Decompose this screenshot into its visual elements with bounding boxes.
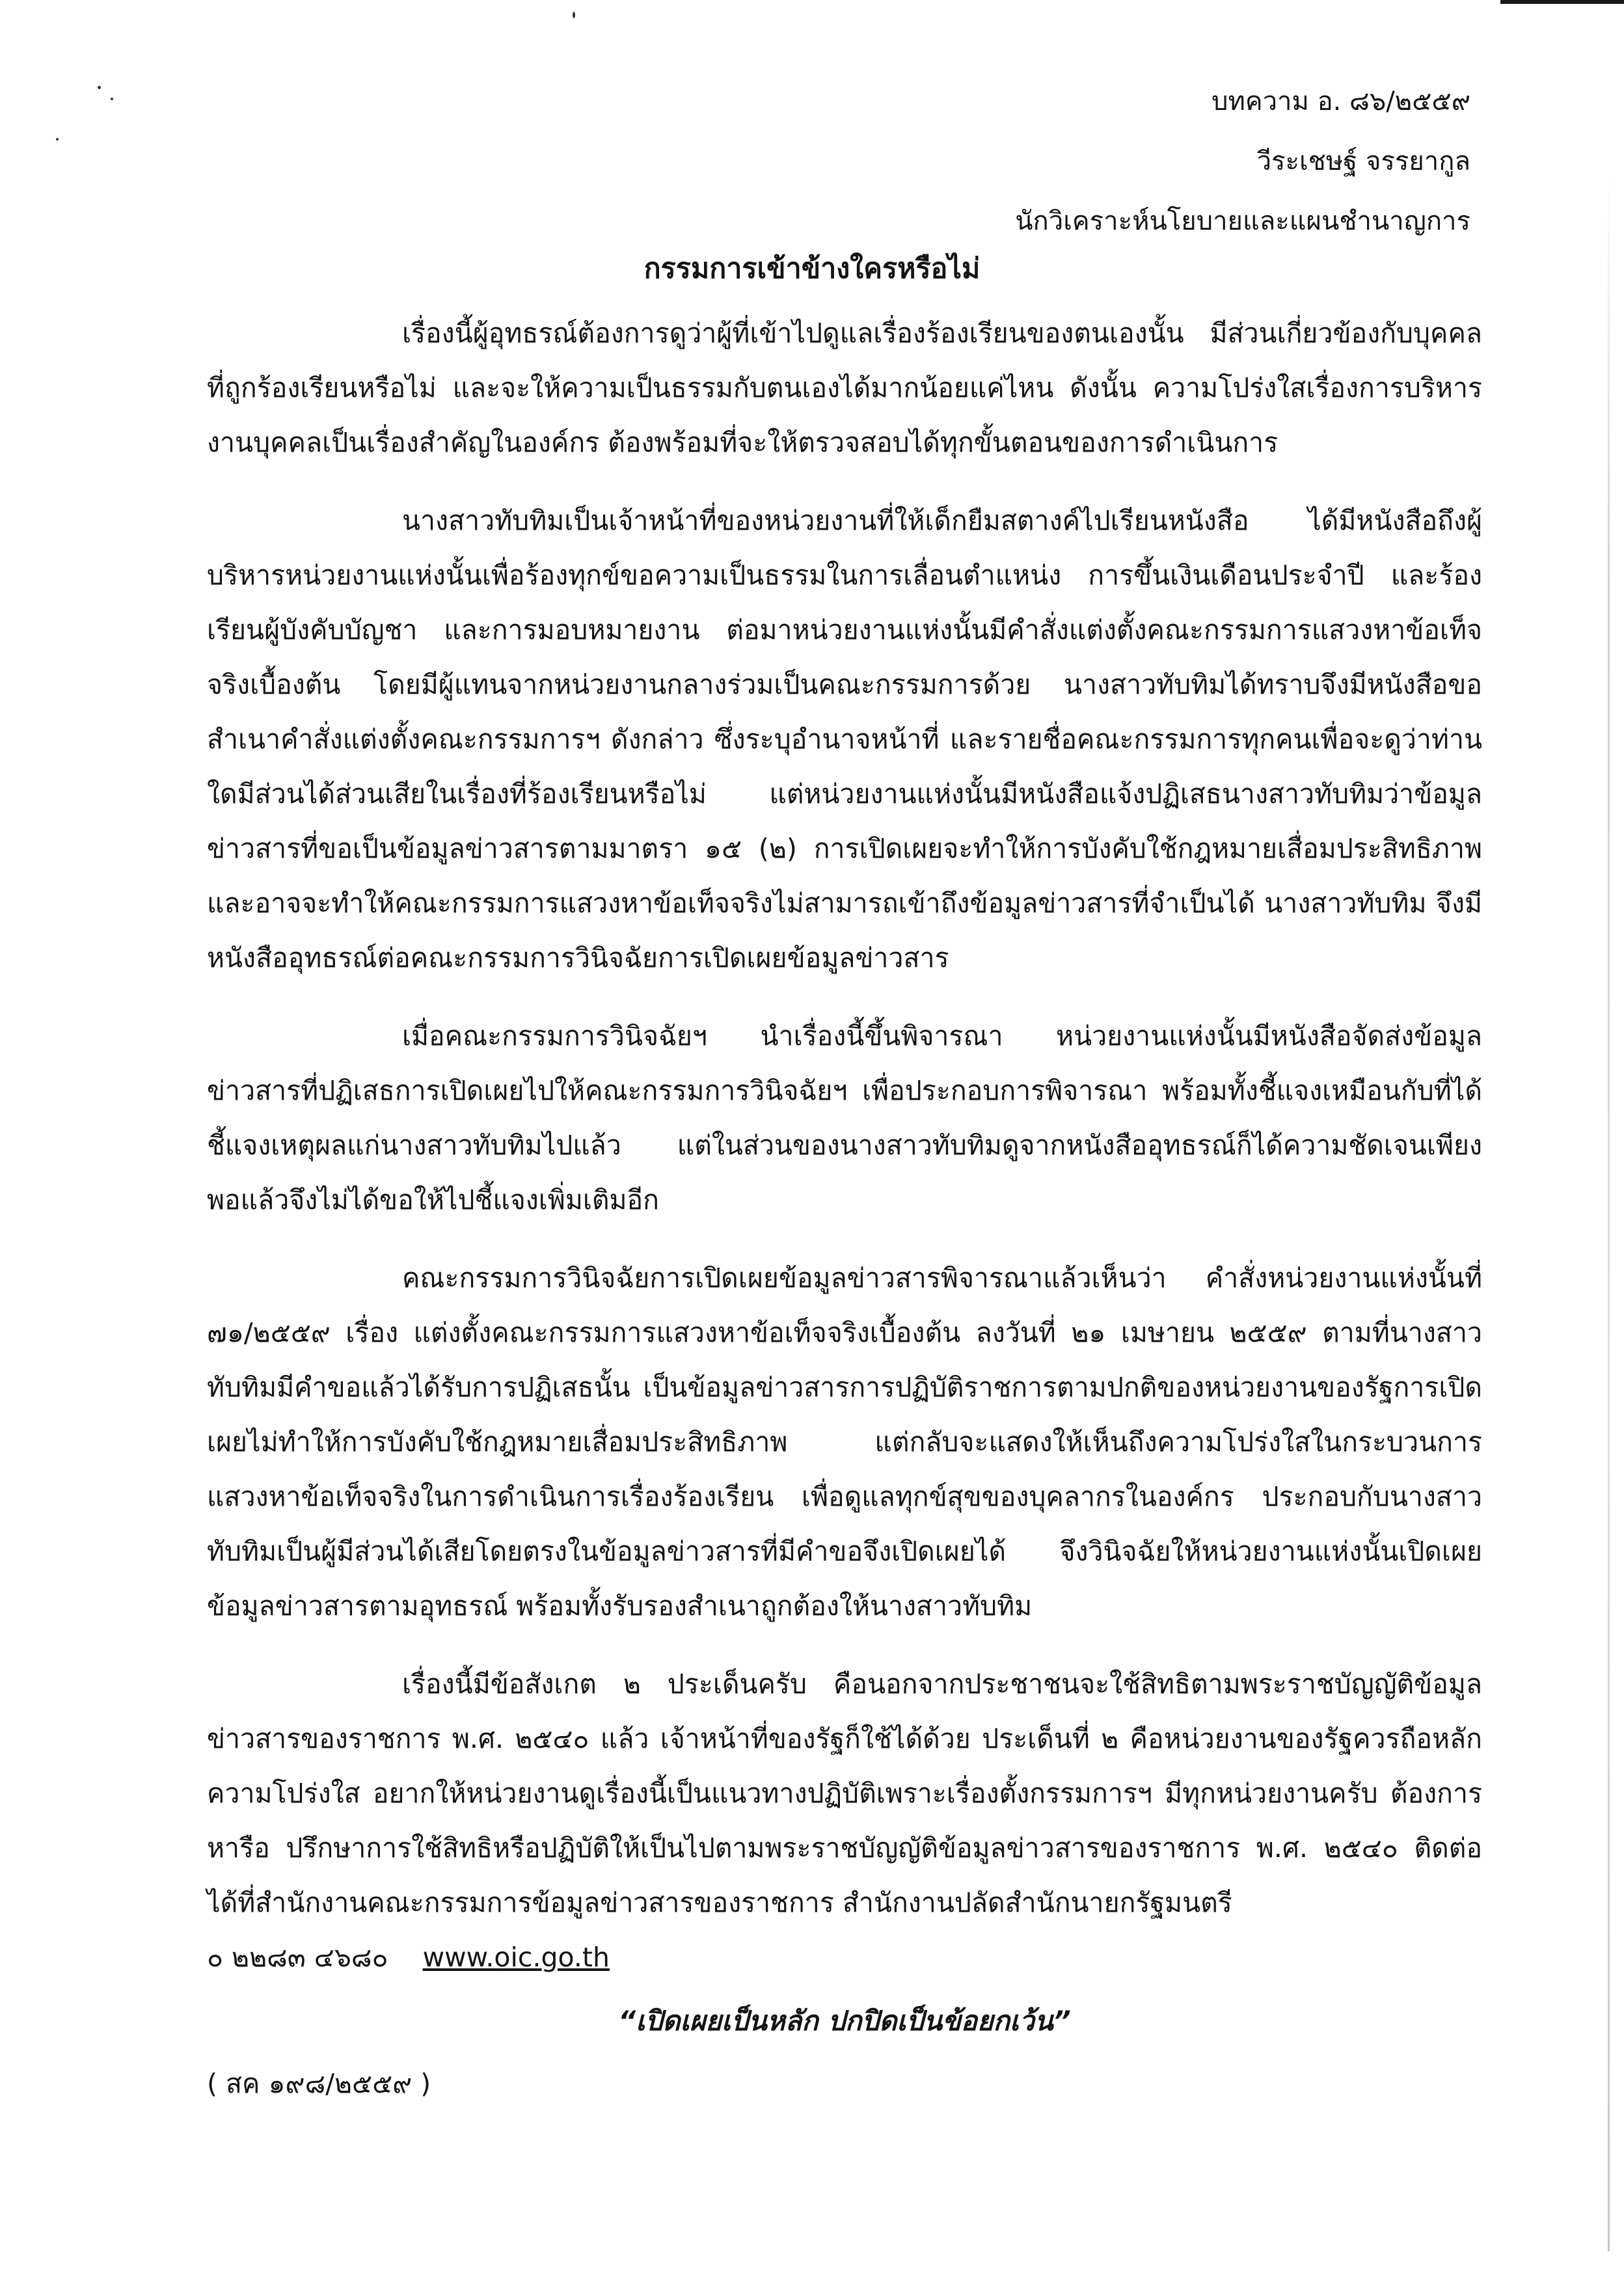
footer-reference: ( สค ๑๙๘/๒๕๕๙ ) <box>207 2068 431 2099</box>
article-header <box>1015 72 1470 251</box>
contact-line <box>207 1930 1482 1985</box>
author-name: วีระเชษฐ์ จรรยากูล <box>1256 146 1470 176</box>
motto: “เปิดเผยเป็นหลัก ปกปิดเป็นข้อยกเว้น” <box>618 2005 1071 2037</box>
scan-speck <box>111 98 113 100</box>
paragraph: คณะกรรมการวินิจฉัยการเปิดเผยข้อมูลข่าวสารพิจารณาแล้วเห็นว่า คำสั่งหน่วยงานแห่งนั้นที่ ๗๑/๒๕๕๙ เรื่อง แต่งตั้งคณะกรรมการแสวงหาข้อเท็จจริงเบื้องต้น ลงวันที่ ๒๑ เมษายน ๒๕๕๙ ตามที่นางสาวทับทิมมีคำขอแล้วได้รับการปฏิเสธนั้น เป็นข้อมูลข่าวสารการปฏิบัติราชการตามปกติของหน่วยงานของรัฐการเปิดเผยไม่ทำให้การบังคับใช้กฎหมายเสื่อมประสิทธิภาพ แต่กลับจะแสดงให้เห็นถึงความโปร่งใสในกระบวนการแสวงหาข้อเท็จจริงในการดำเนินการเรื่องร้องเรียน เพื่อดูแลทุกข์สุขของบุคลากรในองค์กร ประกอบกับนางสาวทับทิมเป็นผู้มีส่วนได้เสียโดยตรงในข้อมูลข่าวสารที่มีคำขอจึงเปิดเผยได้ จึงวินิจฉัยให้หน่วยงานแห่งนั้นเปิดเผยข้อมูลข่าวสารตามอุทธรณ์ พร้อมทั้งรับรองสำเนาถูกต้องให้นางสาวทับทิม <box>207 1262 1482 1622</box>
article-body <box>207 306 1482 2111</box>
contact-phone: ๐ ๒๒๘๓ ๔๖๘๐ <box>207 1942 388 1973</box>
scan-speck <box>56 138 59 141</box>
paragraph: นางสาวทับทิมเป็นเจ้าหน้าที่ของหน่วยงานที่ให้เด็กยืมสตางค์ไปเรียนหนังสือ ได้มีหนังสือถึงผู้บริหารหน่วยงานแห่งนั้นเพื่อร้องทุกข์ขอความเป็นธรรมในการเลื่อนตำแหน่ง การขึ้นเงินเดือนประจำปี และร้องเรียนผู้บังคับบัญชา และการมอบหมายงาน ต่อมาหน่วยงานแห่งนั้นมีคำสั่งแต่งตั้งคณะกรรมการแสวงหาข้อเท็จจริงเบื้องต้น โดยมีผู้แทนจากหน่วยงานกลางร่วมเป็นคณะกรรมการด้วย นางสาวทับทิมได้ทราบจึงมีหนังสือขอสำเนาคำสั่งแต่งตั้งคณะกรรมการฯ ดังกล่าว ซึ่งระบุอำนาจหน้าที่ และรายชื่อคณะกรรมการทุกคนเพื่อจะดูว่าท่านใดมีส่วนได้ส่วนเสียในเรื่องที่ร้องเรียนหรือไม่ แต่หน่วยงานแห่งนั้นมีหนังสือแจ้งปฏิเสธนางสาวทับทิมว่าข้อมูลข่าวสารที่ขอเป็นข้อมูลข่าวสารตามมาตรา ๑๕ (๒) การเปิดเผยจะทำให้การบังคับใช้กฎหมายเสื่อมประสิทธิภาพ และอาจจะทำให้คณะกรรมการแสวงหาข้อเท็จจริงไม่สามารถเข้าถึงข้อมูลข่าวสารที่จำเป็นได้ นางสาวทับทิม จึงมีหนังสืออุทธรณ์ต่อคณะกรรมการวินิจฉัยการเปิดเผยข้อมูลข่าวสาร <box>207 505 1482 973</box>
scan-speck <box>573 12 575 18</box>
scan-edge-mark <box>1500 0 1624 4</box>
paragraph: เมื่อคณะกรรมการวินิจฉัยฯ นำเรื่องนี้ขึ้นพิจารณา หน่วยงานแห่งนั้นมีหนังสือจัดส่งข้อมูลข่าวสารที่ปฏิเสธการเปิดเผยไปให้คณะกรรมการวินิจฉัยฯ เพื่อประกอบการพิจารณา พร้อมทั้งชี้แจงเหมือนกับที่ได้ชี้แจงเหตุผลแก่นางสาวทับทิมไปแล้ว แต่ในส่วนของนางสาวทับทิมดูจากหนังสืออุทธรณ์ก็ได้ความชัดเจนเพียงพอแล้วจึงไม่ได้ขอให้ไปชี้แจงเพิ่มเติมอีก <box>207 1020 1482 1216</box>
paragraph: เรื่องนี้ผู้อุทธรณ์ต้องการดูว่าผู้ที่เข้าไปดูแลเรื่องร้องเรียนของตนเองนั้น มีส่วนเกี่ยวข้องกับบุคคลที่ถูกร้องเรียนหรือไม่ และจะให้ความเป็นธรรมกับตนเองได้มากน้อยแค่ไหน ดังนั้น ความโปร่งใสเรื่องการบริหารงานบุคคลเป็นเรื่องสำคัญในองค์กร ต้องพร้อมที่จะให้ตรวจสอบได้ทุกขั้นตอนของการดำเนินการ <box>207 318 1482 458</box>
author-position: นักวิเคราะห์นโยบายและแผนชำนาญการ <box>1015 206 1470 236</box>
scan-speck <box>98 86 101 89</box>
article-title: กรรมการเข้าข้างใครหรือไม่ <box>643 252 981 285</box>
website-link[interactable]: www.oic.go.th <box>422 1942 610 1973</box>
paragraph: เรื่องนี้มีข้อสังเกต ๒ ประเด็นครับ คือนอกจากประชาชนจะใช้สิทธิตามพระราชบัญญัติข้อมูลข่าวสารของราชการ พ.ศ. ๒๕๔๐ แล้ว เจ้าหน้าที่ของรัฐก็ใช้ได้ด้วย ประเด็นที่ ๒ คือหน่วยงานของรัฐควรถือหลักความโปร่งใส อยากให้หน่วยงานดูเรื่องนี้เป็นแนวทางปฏิบัติเพราะเรื่องตั้งกรรมการฯ มีทุกหน่วยงานครับ ต้องการหารือ ปรึกษาการใช้สิทธิหรือปฏิบัติให้เป็นไปตามพระราชบัญญัติข้อมูลข่าวสารของราชการ พ.ศ. ๒๕๔๐ ติดต่อได้ที่สำนักงานคณะกรรมการข้อมูลข่าวสารของราชการ สำนักงานปลัดสำนักนายกรัฐมนตรี <box>207 1668 1482 1918</box>
article-reference: บทความ อ. ๘๖/๒๕๕๙ <box>1211 87 1470 116</box>
scan-shadow <box>1608 169 1610 2251</box>
